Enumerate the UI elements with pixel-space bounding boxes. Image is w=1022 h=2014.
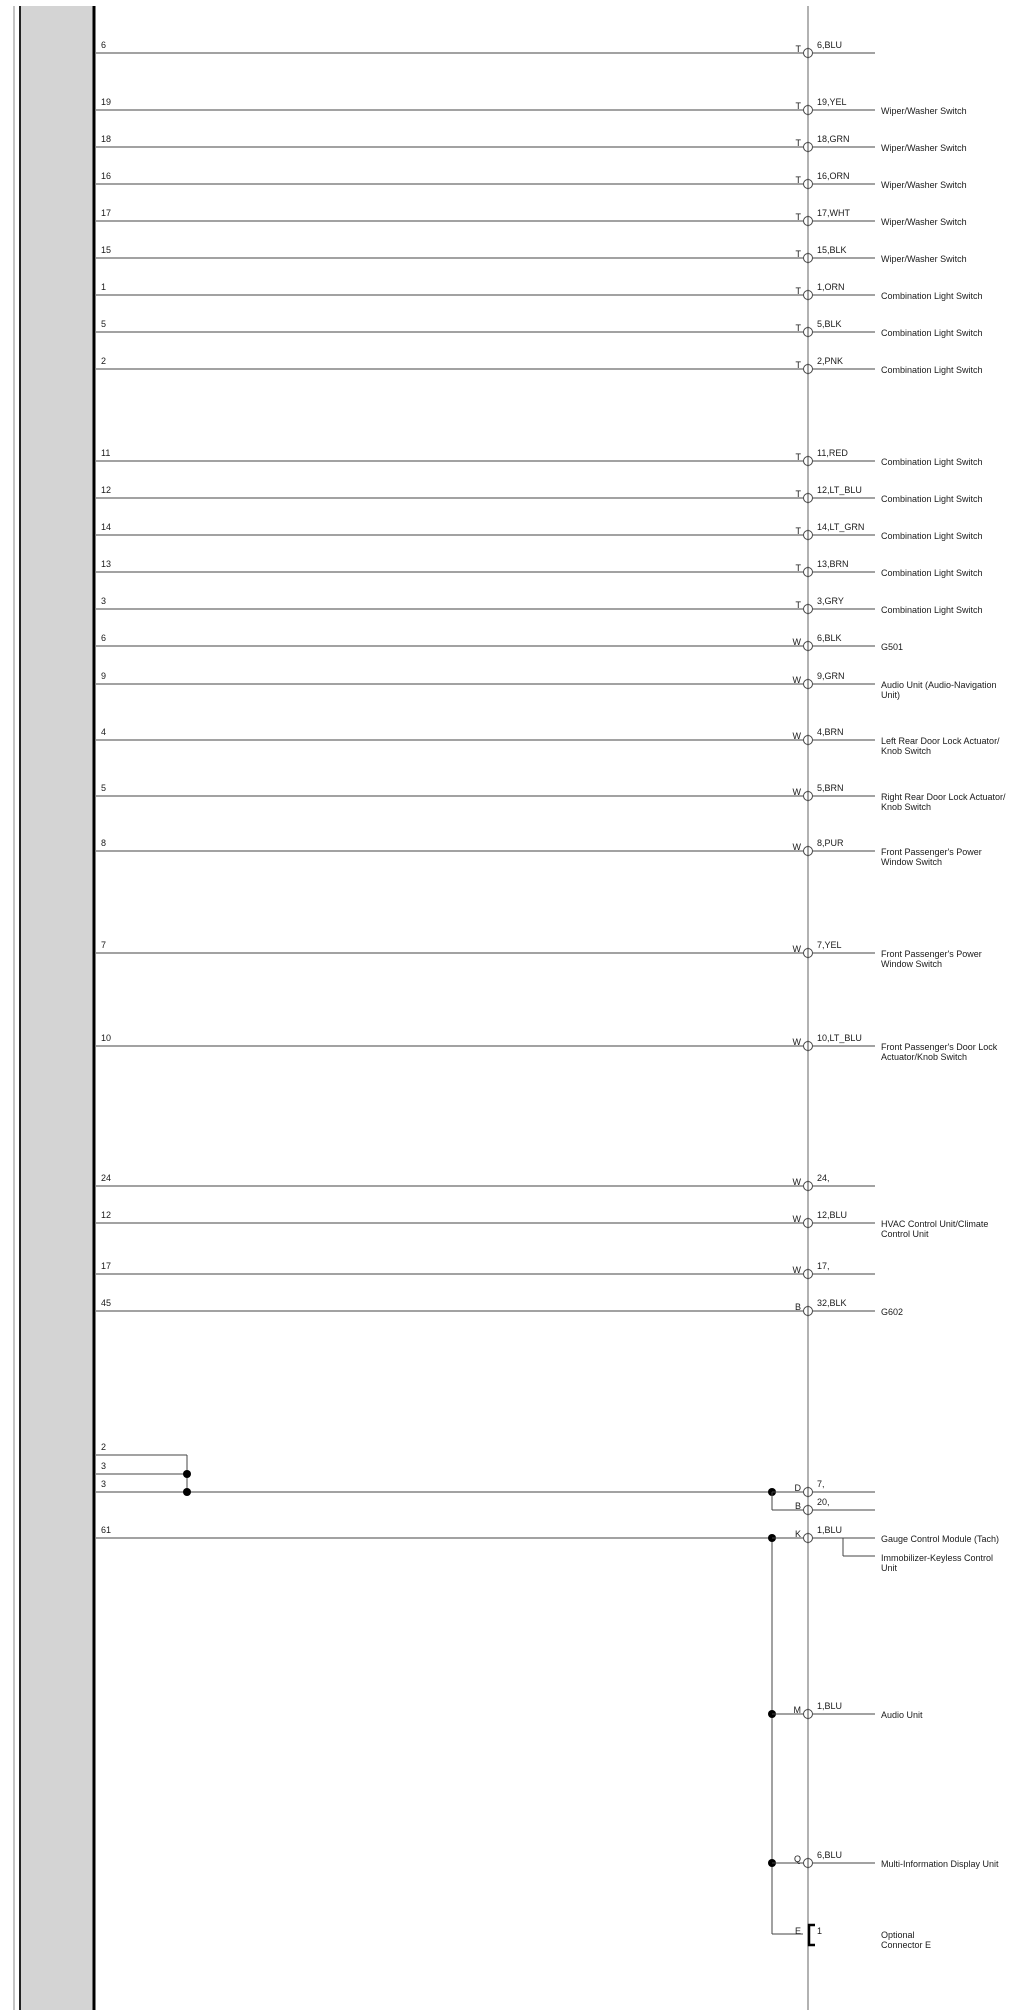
pin-color-label: 17,WHT (817, 208, 851, 218)
connector-letter: T (795, 175, 801, 185)
module-pin-number: 8 (101, 838, 107, 848)
pin-color-label: 13,BRN (817, 559, 849, 569)
pin-color-label: 14,LT_GRN (817, 522, 865, 532)
destination-label: Combination Light Switch (881, 365, 983, 375)
module-pin-number: 12 (101, 1210, 112, 1220)
connector-letter: E (794, 1926, 801, 1936)
pin-color-label: 32,BLK (817, 1298, 847, 1308)
destination-label-line2: Unit (881, 1563, 898, 1573)
pin-color-label: 6,BLK (817, 633, 842, 643)
connector-letter: T (795, 212, 801, 222)
pin-color-label: 1,BLU (817, 1525, 843, 1535)
module-pin-number: 2 (101, 356, 107, 366)
pin-color-label: 2,PNK (817, 356, 844, 366)
module-pin-number: 17 (101, 208, 112, 218)
destination-label: Combination Light Switch (881, 605, 983, 615)
pin-color-label: 5,BRN (817, 783, 844, 793)
destination-label: Wiper/Washer Switch (881, 217, 967, 227)
destination-label: Wiper/Washer Switch (881, 180, 967, 190)
connector-letter: Q (793, 1854, 801, 1864)
pin-color-label: 6,BLU (817, 40, 843, 50)
connector-letter: T (795, 563, 801, 573)
junction-splice-dot (183, 1488, 191, 1496)
pin-color-label: 24, (817, 1173, 830, 1183)
connector-letter: T (795, 452, 801, 462)
module-pin-number: 19 (101, 97, 112, 107)
module-pin-number: 15 (101, 245, 112, 255)
connector-letter: W (792, 1037, 801, 1047)
module-pin-number: 1 (101, 282, 107, 292)
connector-letter: T (795, 286, 801, 296)
pin-color-label: 5,BLK (817, 319, 842, 329)
module-pin-number: 5 (101, 319, 107, 329)
connector-letter: W (792, 1214, 801, 1224)
connector-letter: W (792, 675, 801, 685)
connector-letter: T (795, 138, 801, 148)
destination-label: HVAC Control Unit/Climate (881, 1219, 989, 1229)
pin-color-label: 1 (817, 1926, 823, 1936)
connector-letter: T (795, 44, 801, 54)
connector-letter: T (795, 249, 801, 259)
module-pin-number: 45 (101, 1298, 112, 1308)
module-pin-number: 6 (101, 40, 107, 50)
pin-color-label: 1,ORN (817, 282, 845, 292)
connector-letter: T (795, 101, 801, 111)
destination-label: Combination Light Switch (881, 494, 983, 504)
pin-color-label: 9,GRN (817, 671, 845, 681)
module-pin-number: 9 (101, 671, 107, 681)
destination-label-line2: Knob Switch (881, 802, 932, 812)
destination-label-line2: Actuator/Knob Switch (881, 1052, 968, 1062)
pin-color-label: 12,BLU (817, 1210, 848, 1220)
control-unit-body (21, 6, 94, 2010)
module-pin-number: 13 (101, 559, 112, 569)
destination-label: Combination Light Switch (881, 568, 983, 578)
destination-label: Optional (881, 1930, 915, 1940)
connector-letter: T (795, 489, 801, 499)
module-pin-number: 10 (101, 1033, 112, 1043)
module-pin-number: 16 (101, 171, 112, 181)
connector-letter: W (792, 944, 801, 954)
connector-letter: W (792, 787, 801, 797)
module-pin-number: 4 (101, 727, 107, 737)
module-pin-number: 7 (101, 940, 107, 950)
module-pin-number: 2 (101, 1442, 107, 1452)
destination-label: Combination Light Switch (881, 291, 983, 301)
connector-letter: M (793, 1705, 801, 1715)
connector-letter: T (795, 360, 801, 370)
pin-color-label: 10,LT_BLU (817, 1033, 862, 1043)
module-pin-number: 3 (101, 596, 107, 606)
pin-color-label: 19,YEL (817, 97, 847, 107)
pin-color-label: 1,BLU (817, 1701, 843, 1711)
junction-splice-dot (183, 1470, 191, 1478)
destination-label: Wiper/Washer Switch (881, 106, 967, 116)
connector-letter: W (792, 731, 801, 741)
module-pin-number: 24 (101, 1173, 112, 1183)
connector-letter: T (795, 526, 801, 536)
pin-color-label: 7, (817, 1479, 825, 1489)
destination-label: Left Rear Door Lock Actuator/ (881, 736, 1000, 746)
destination-label: Gauge Control Module (Tach) (881, 1534, 1000, 1544)
pin-color-label: 15,BLK (817, 245, 847, 255)
connector-letter: W (792, 1265, 801, 1275)
module-pin-number: 6 (101, 633, 107, 643)
destination-label: Combination Light Switch (881, 328, 983, 338)
destination-label: G602 (881, 1307, 904, 1317)
destination-label: G501 (881, 642, 904, 652)
module-pin-number: 14 (101, 522, 112, 532)
module-pin-number: 61 (101, 1525, 112, 1535)
module-pin-number: 11 (101, 448, 111, 458)
connector-letter: B (794, 1501, 801, 1511)
destination-label-line2: Window Switch (881, 959, 943, 969)
connector-letter: K (794, 1529, 801, 1539)
destination-label: Right Rear Door Lock Actuator/ (881, 792, 1006, 802)
destination-label-line2: Window Switch (881, 857, 943, 867)
destination-label: Audio Unit (881, 1710, 923, 1720)
destination-label: Audio Unit (Audio-Navigation (881, 680, 997, 690)
connector-letter: T (795, 323, 801, 333)
destination-label: Wiper/Washer Switch (881, 143, 967, 153)
connector-letter: B (794, 1302, 801, 1312)
optional-connector-bracket (809, 1925, 815, 1945)
destination-label-line2: Knob Switch (881, 746, 932, 756)
destination-label: Combination Light Switch (881, 457, 983, 467)
destination-label-line2: Unit) (881, 690, 901, 700)
destination-label: Immobilizer-Keyless Control (881, 1553, 994, 1563)
pin-color-label: 8,PUR (817, 838, 844, 848)
wires-group (96, 40, 1006, 1950)
module-pin-number: 3 (101, 1479, 107, 1489)
pin-color-label: 18,GRN (817, 134, 850, 144)
module-pin-number: 12 (101, 485, 112, 495)
module-pin-number: 17 (101, 1261, 112, 1271)
module-pin-number: 3 (101, 1461, 107, 1471)
connector-letter: W (792, 637, 801, 647)
pin-color-label: 17, (817, 1261, 830, 1271)
connector-letter: D (794, 1483, 801, 1493)
destination-label-line2: Control Unit (881, 1229, 929, 1239)
destination-label: Combination Light Switch (881, 531, 983, 541)
destination-label: Wiper/Washer Switch (881, 254, 967, 264)
destination-label-line2: Connector E (881, 1940, 932, 1950)
pin-color-label: 11,RED (817, 448, 848, 458)
module-pin-number: 18 (101, 134, 112, 144)
pin-color-label: 20, (817, 1497, 830, 1507)
destination-label: Front Passenger's Power (881, 949, 982, 959)
pin-color-label: 12,LT_BLU (817, 485, 862, 495)
pin-color-label: 3,GRY (817, 596, 844, 606)
destination-label: Front Passenger's Power (881, 847, 982, 857)
pin-color-label: 16,ORN (817, 171, 850, 181)
connector-letter: W (792, 842, 801, 852)
connector-letter: W (792, 1177, 801, 1187)
pin-color-label: 6,BLU (817, 1850, 843, 1860)
pin-color-label: 7,YEL (817, 940, 842, 950)
connector-letter: T (795, 600, 801, 610)
destination-label: Front Passenger's Door Lock (881, 1042, 998, 1052)
module-pin-number: 5 (101, 783, 107, 793)
pin-color-label: 4,BRN (817, 727, 844, 737)
destination-label: Multi-Information Display Unit (881, 1859, 999, 1869)
